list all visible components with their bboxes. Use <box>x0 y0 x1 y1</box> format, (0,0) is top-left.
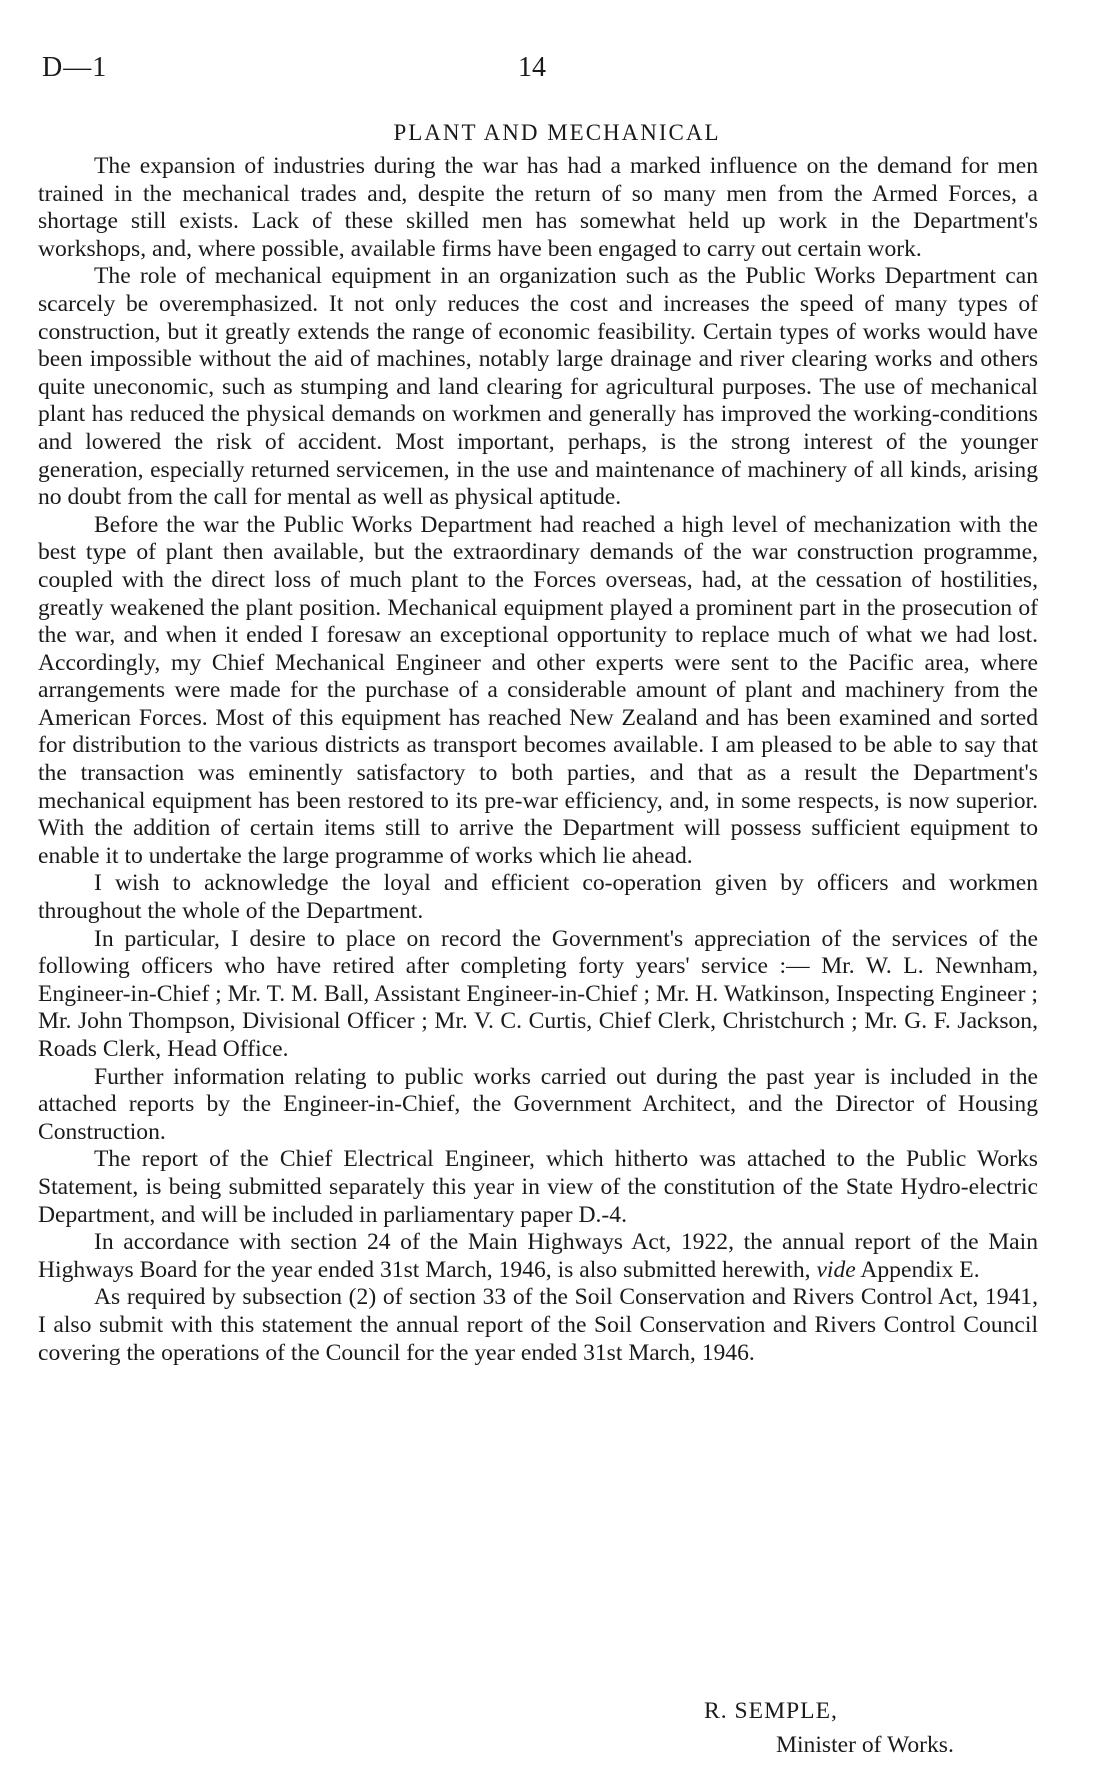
paragraph-further-information: Further information relating to public works carried out during the past year is included in the attached reports by the Engineer-in-Chief, the Government Architect, and the Director of Housing Construction. <box>38 1063 1038 1145</box>
page-number: 14 <box>518 52 546 83</box>
paragraph-acknowledgement: I wish to acknowledge the loyal and efficient co-operation given by officers and workmen throughout the whole of the Department. <box>38 870 1038 925</box>
retired-officers-intro: In particular, I desire to place on record the Government's appreciation of the services of the following officers who have retired after completing forty years' service :— <box>38 925 1038 980</box>
officers-line: Mr. V. C. Curtis, Chief Clerk, Christchurch ; Mr. G. F. Jackson, Roads Clerk, Head Office. <box>38 1008 1038 1062</box>
paragraph-main-highways <box>38 1229 1038 1284</box>
paragraph-electrical-report: The report of the Chief Electrical Engineer, which hitherto was attached to the Public Works Statement, is being submitted separately this year in view of the constitution of the State Hydro-electric Department, and will be included in parliamentary paper D.-4. <box>38 1146 1038 1228</box>
signatory-name: R. SEMPLE, <box>704 1698 838 1724</box>
officers-line: Mr. W. L. Newnham, Engineer-in-Chief ; Mr. T. M. Ball, Assistant Engineer-in-Chief ; <box>38 953 1038 1007</box>
main-highways-text: In accordance with section 24 of the Main Highways Act, 1922, the annual report of the Main Highways Board for the year ended 31st March, 1946, is also submitted herewith, <box>38 1229 1038 1283</box>
section-heading: PLANT AND MECHANICAL <box>393 120 721 145</box>
paragraph-mechanical-equipment-role: The role of mechanical equipment in an organization such as the Public Works Department can scarcely be overemphasized. It not only reduces the cost and increases the speed of many types of construction, but it greatly extends the range of economic feasibility. Certain types of works would have been impossible without the aid of machines, notably large drainage and river clearing works and others quite uneconomic, such as stumping and land clearing for agricultural purposes. The use of mechanical plant has reduced the physical demands on workmen and generally has improved the working-conditions and lowered the risk of accident. Most important, perhaps, is the strong interest of the younger generation, especially returned servicemen, in the use and maintenance of machinery of all kinds, arising no doubt from the call for mental as well as physical aptitude. <box>38 263 1038 511</box>
page-reference: D—1 <box>42 52 108 83</box>
appendix-reference: Appendix E. <box>860 1256 980 1283</box>
signatory-title: Minister of Works. <box>776 1732 954 1758</box>
paragraph-retired-officers <box>38 926 1038 1064</box>
paragraph-plant-acquisition: Before the war the Public Works Department had reached a high level of mechanization with the best type of plant then available, but the extraordinary demands of the war construction programme, coupled with the direct loss of much plant to the Forces overseas, had, at the cessation of hostilities, greatly weakened the plant position. Mechanical equipment played a prominent part in the prosecution of the war, and when it ended I foresaw an exceptional opportunity to replace much of what we had lost. Accordingly, my Chief Mechanical Engineer and other experts were sent to the Pacific area, where arrangements were made for the purchase of a considerable amount of plant and machinery from the American Forces. Most of this equipment has reached New Zealand and has been examined and sorted for distribution to the various districts as transport becomes available. I am pleased to be able to say that the transaction was eminently satisfactory to both parties, and that as a result the Department's mechanical equipment has been restored to its pre-war efficiency, and, in some respects, is now superior. With the addition of certain items still to arrive the Department will possess sufficient equipment to enable it to undertake the large programme of works which lie ahead. <box>38 511 1038 869</box>
paragraph-soil-conservation: As required by subsection (2) of section 33 of the Soil Conservation and Rivers Control Act, 1941, I also submit with this statement the annual report of the Soil Conservation and Rivers Control Council covering the operations of the Council for the year ended 31st March, 1946. <box>38 1284 1038 1366</box>
vide-word: vide <box>816 1256 856 1283</box>
paragraph-workshops: The expansion of industries during the war has had a marked influence on the demand for men trained in the mechanical trades and, despite the return of so many men from the Armed Forces, a shortage still exists. Lack of these skilled men has somewhat held up work in the Department's workshops, and, where possible, available firms have been engaged to carry out certain work. <box>38 153 1038 262</box>
body-text <box>38 153 1038 1367</box>
officers-line: Mr. H. Watkinson, Inspecting Engineer ; Mr. John Thompson, Divisional Officer ; <box>38 980 1038 1035</box>
